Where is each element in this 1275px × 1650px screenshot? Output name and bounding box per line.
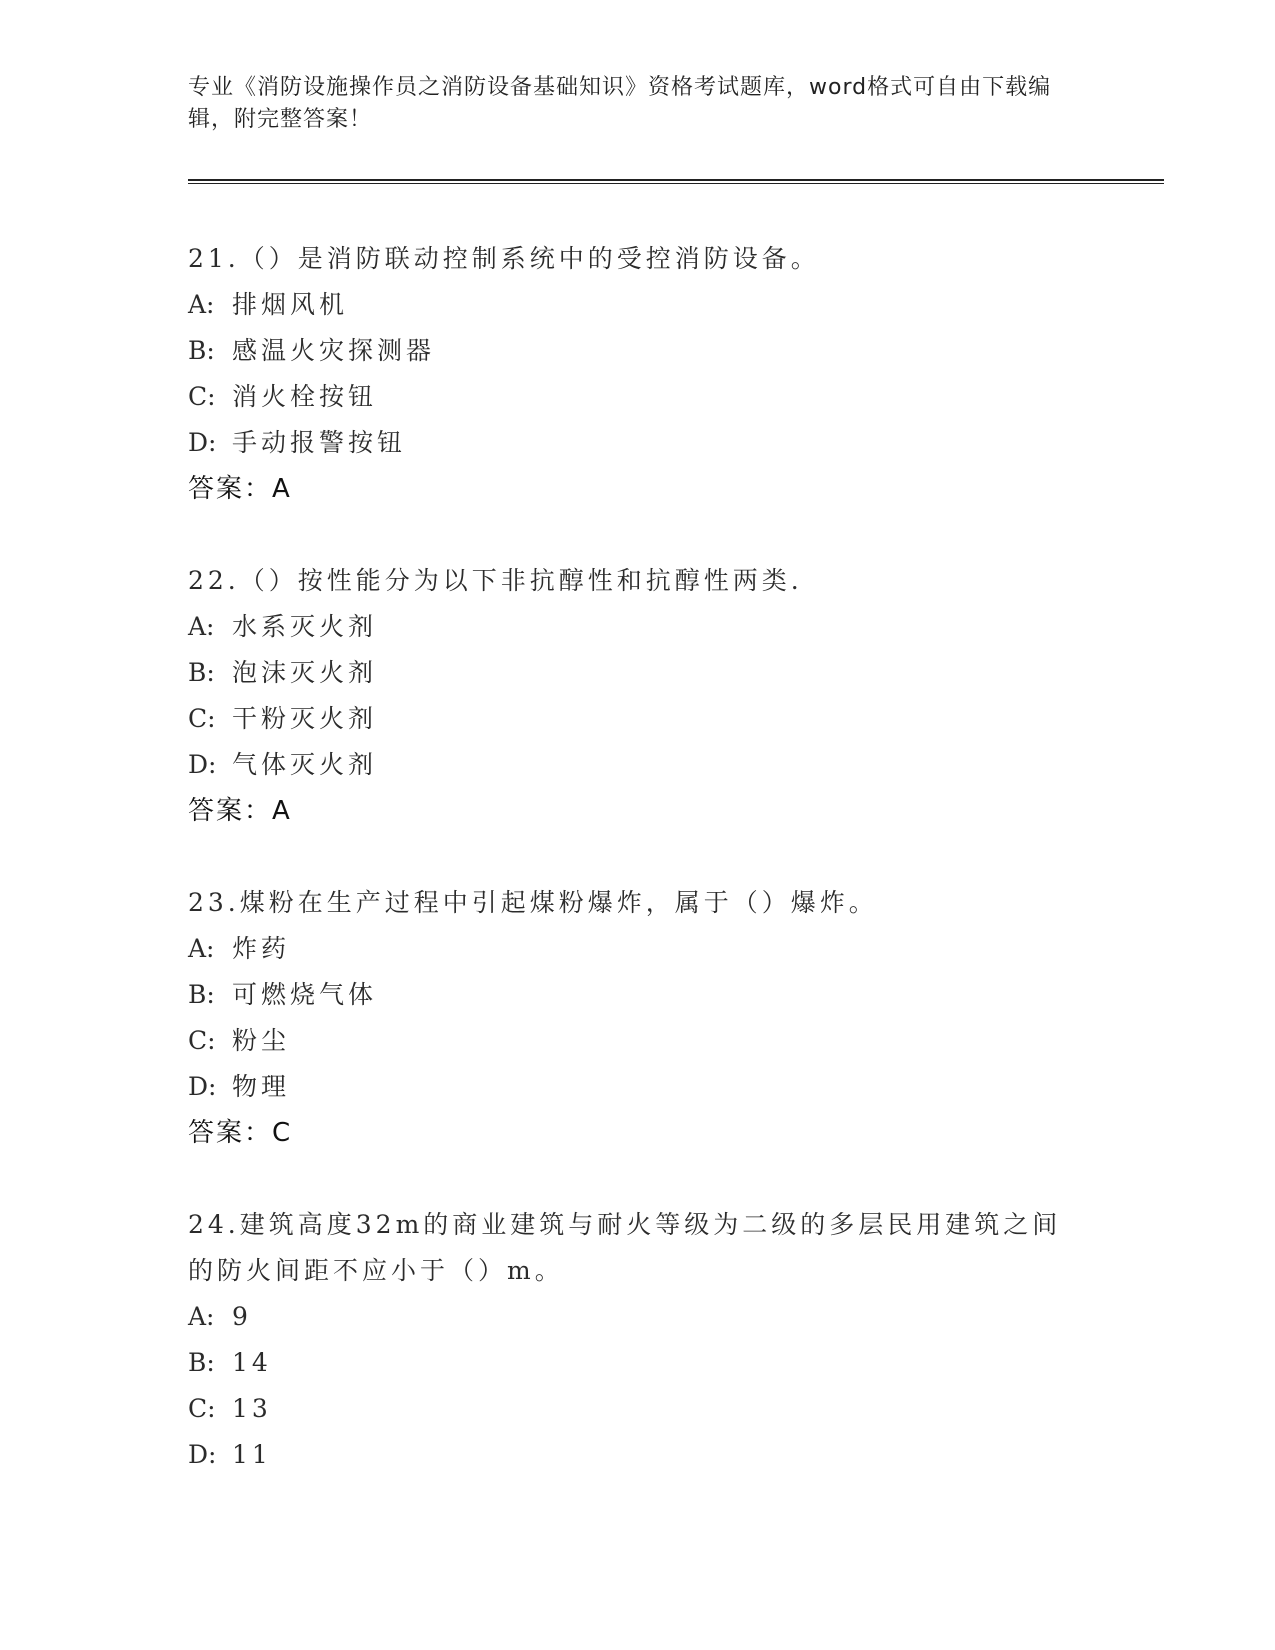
question-24	[188, 1202, 1088, 1478]
option-text: 9	[232, 1302, 252, 1331]
question-stem: 21.（）是消防联动控制系统中的受控消防设备。	[188, 244, 820, 273]
option-b	[188, 1340, 1088, 1386]
option-letter: B:	[188, 1348, 215, 1377]
option-text: 粉尘	[232, 1026, 291, 1055]
option-letter: A:	[188, 934, 215, 963]
answer-line	[188, 466, 1088, 512]
option-text: 气体灭火剂	[232, 750, 378, 779]
question-22	[188, 558, 1088, 834]
option-text: 泡沫灭火剂	[232, 658, 378, 687]
option-letter: B:	[188, 658, 215, 687]
question-stem: 22.（）按性能分为以下非抗醇性和抗醇性两类.	[188, 566, 803, 595]
option-b	[188, 328, 1088, 374]
header-double-rule	[188, 179, 1164, 184]
answer-line	[188, 788, 1088, 834]
option-text: 水系灭火剂	[232, 612, 378, 641]
answer-value: A	[272, 796, 290, 826]
option-letter: D:	[188, 750, 217, 779]
option-letter: A:	[188, 290, 215, 319]
question-23	[188, 880, 1088, 1156]
header-text: 专业《消防设施操作员之消防设备基础知识》资格考试题库，word格式可自由下载编辑，附完整答案！	[188, 75, 1052, 132]
option-a	[188, 926, 1088, 972]
document-header	[188, 72, 1088, 136]
option-letter: A:	[188, 1302, 215, 1331]
option-letter: D:	[188, 428, 217, 457]
option-c	[188, 374, 1088, 420]
question-stem: 24.建筑高度32m的商业建筑与耐火等级为二级的多层民用建筑之间的防火间距不应小于（）m。	[188, 1210, 1062, 1285]
answer-label: 答案：	[188, 1118, 273, 1148]
answer-value: A	[272, 474, 290, 504]
option-a	[188, 604, 1088, 650]
option-d	[188, 1432, 1088, 1478]
answer-label: 答案：	[188, 796, 273, 826]
option-c	[188, 696, 1088, 742]
question-21	[188, 236, 1088, 512]
option-a	[188, 282, 1088, 328]
option-b	[188, 650, 1088, 696]
option-text: 消火栓按钮	[232, 382, 378, 411]
option-text: 14	[232, 1348, 272, 1377]
option-text: 干粉灭火剂	[232, 704, 378, 733]
option-letter: D:	[188, 1440, 217, 1469]
option-c	[188, 1018, 1088, 1064]
option-letter: B:	[188, 336, 215, 365]
question-list	[188, 236, 1088, 1478]
option-b	[188, 972, 1088, 1018]
option-text: 物理	[232, 1072, 291, 1101]
option-text: 炸药	[232, 934, 291, 963]
option-text: 13	[232, 1394, 272, 1423]
option-letter: A:	[188, 612, 215, 641]
option-letter: D:	[188, 1072, 217, 1101]
option-text: 手动报警按钮	[232, 428, 407, 457]
option-d	[188, 1064, 1088, 1110]
option-letter: C:	[188, 1394, 216, 1423]
option-letter: C:	[188, 704, 216, 733]
option-text: 可燃烧气体	[232, 980, 378, 1009]
answer-label: 答案：	[188, 474, 273, 504]
option-text: 排烟风机	[232, 290, 349, 319]
option-text: 感温火灾探测器	[232, 336, 436, 365]
option-d	[188, 742, 1088, 788]
option-d	[188, 420, 1088, 466]
option-letter: B:	[188, 980, 215, 1009]
option-letter: C:	[188, 382, 216, 411]
option-text: 11	[232, 1440, 272, 1469]
answer-value: C	[272, 1118, 291, 1148]
question-stem: 23.煤粉在生产过程中引起煤粉爆炸，属于（）爆炸。	[188, 888, 878, 917]
answer-line	[188, 1110, 1088, 1156]
option-letter: C:	[188, 1026, 216, 1055]
option-a	[188, 1294, 1088, 1340]
option-c	[188, 1386, 1088, 1432]
